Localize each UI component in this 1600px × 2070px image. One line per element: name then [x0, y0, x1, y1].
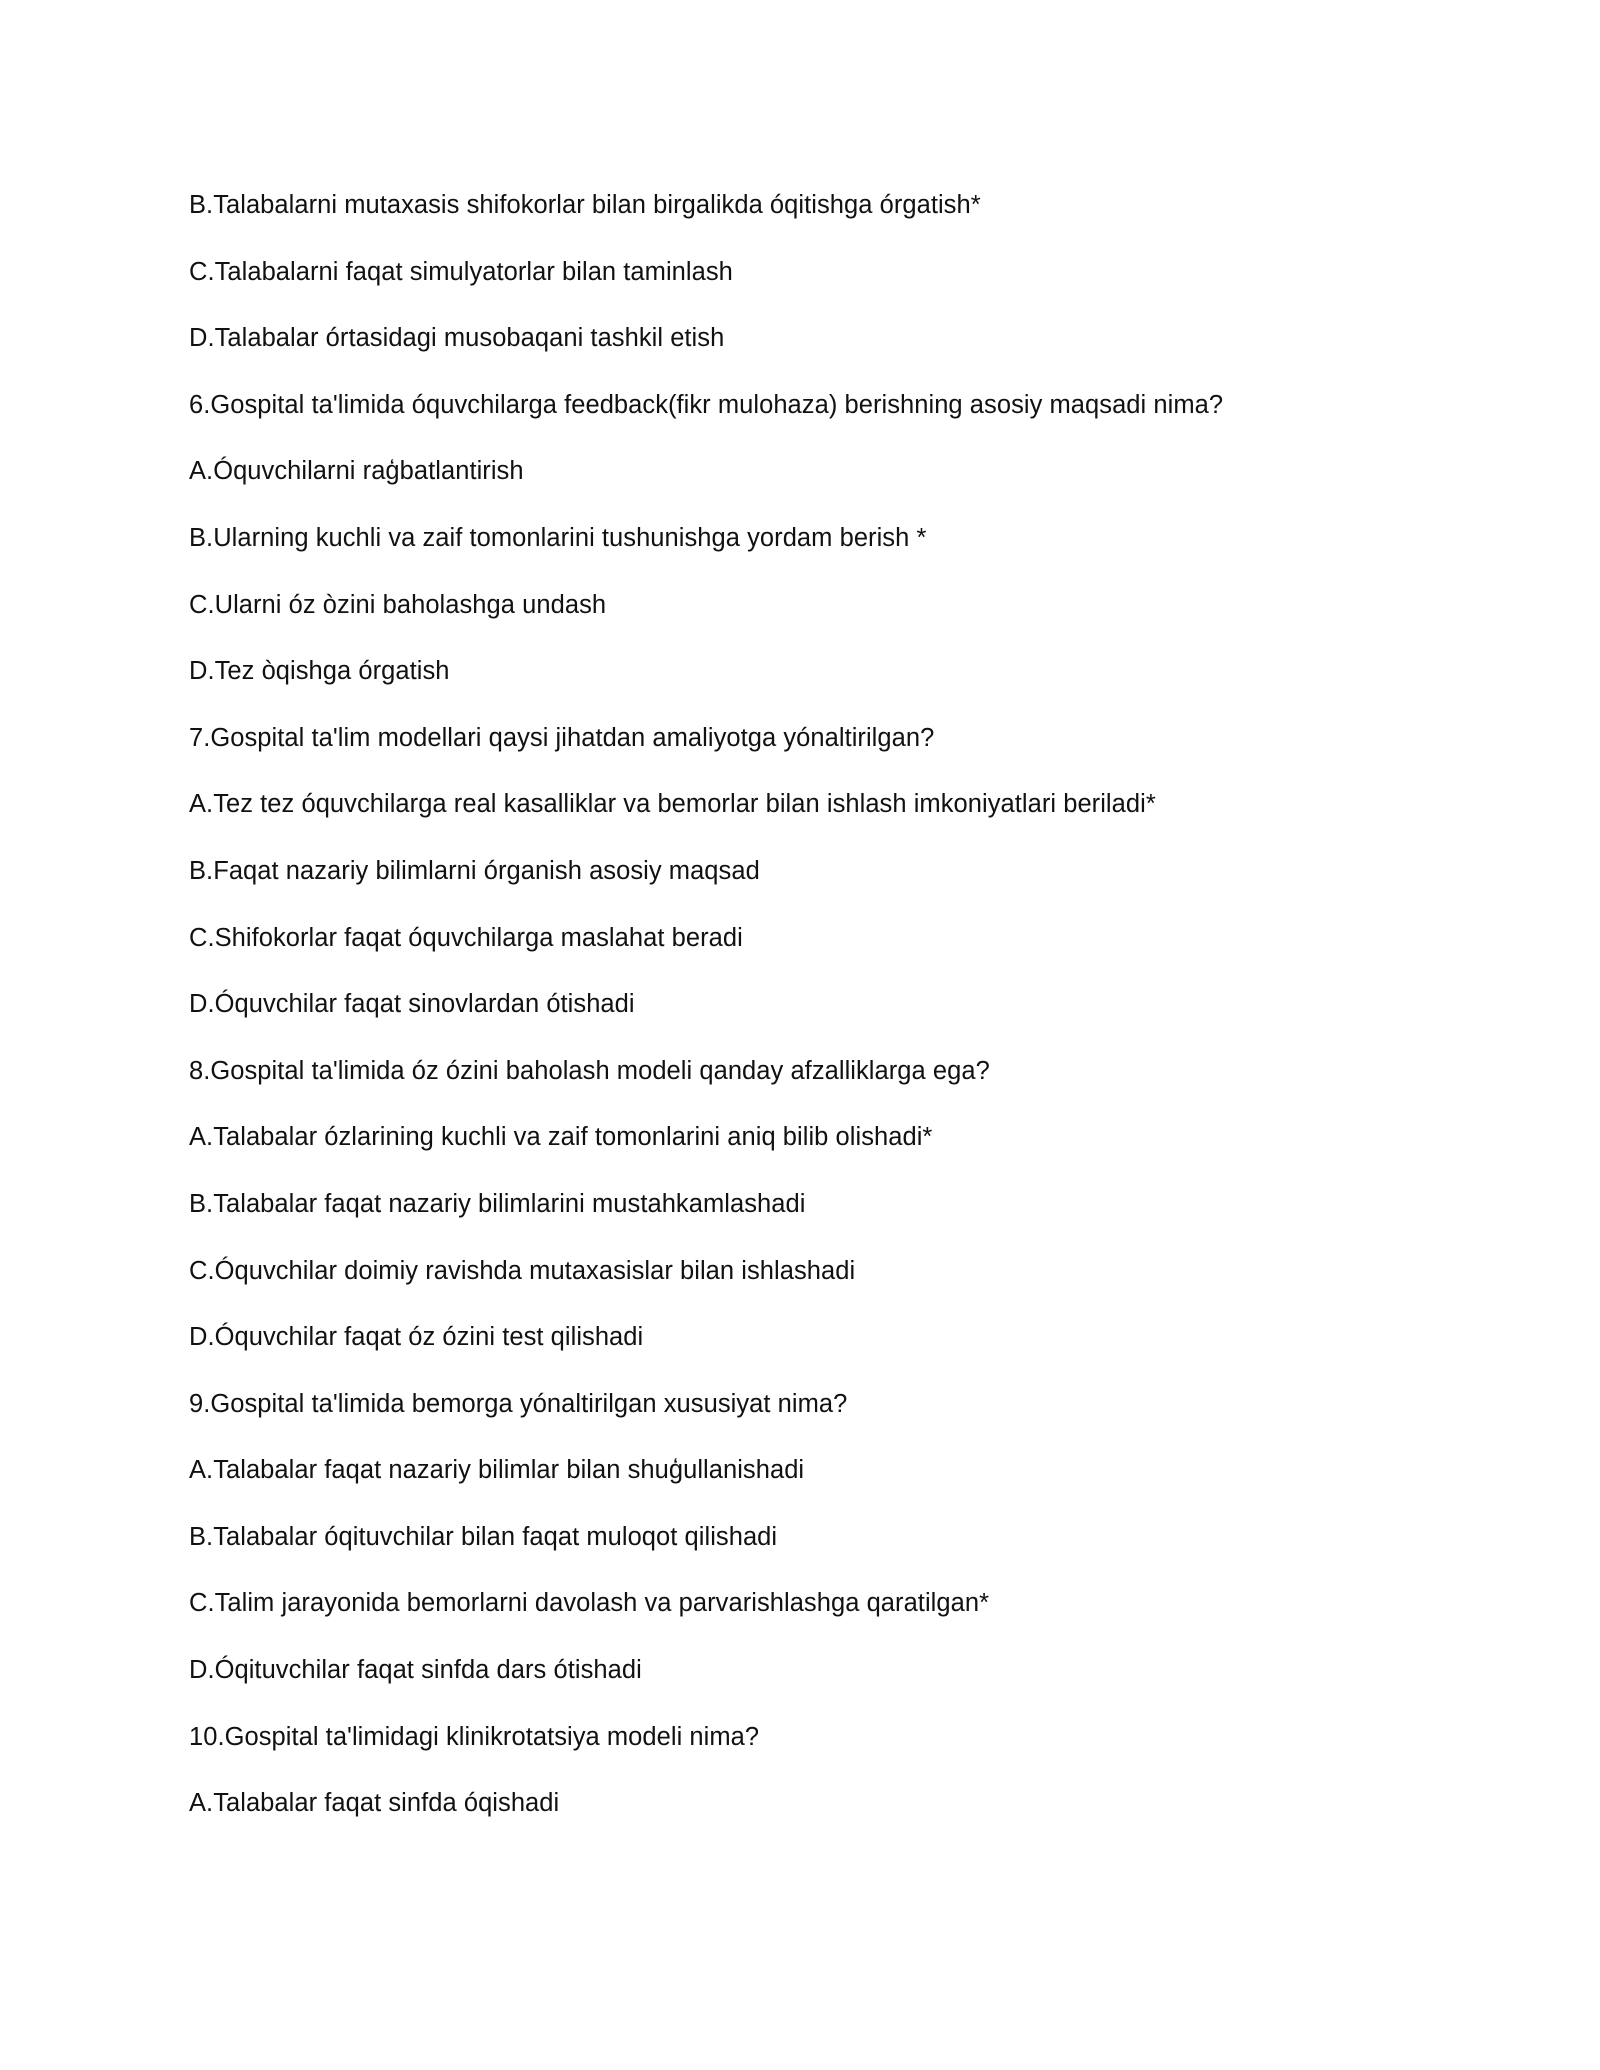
answer-option: C.Talim jarayonida bemorlarni davolash va parvarishlashga qaratilgan* [189, 1589, 990, 1618]
question-text: 7.Gospital ta'lim modellari qaysi jihatdan amaliyotga yónaltirilgan? [189, 723, 935, 752]
answer-option: D.Óqituvchilar faqat sinfda dars ótishadi [189, 1656, 642, 1685]
answer-option: B.Talabalarni mutaxasis shifokorlar bilan birgalikda óqitishga órgatish* [189, 191, 981, 219]
answer-option: D.Talabalar órtasidagi musobaqani tashkil etish [189, 324, 725, 353]
answer-option: B.Talabalar faqat nazariy bilimlarini mustahkamlashadi [189, 1189, 806, 1218]
question-text: 6.Gospital ta'limida óquvchilarga feedback(fikr mulohaza) berishning asosiy maqsadi nima? [189, 390, 1224, 419]
answer-option: B.Ularning kuchli va zaif tomonlarini tushunishga yordam berish * [189, 523, 927, 552]
question-text: 8.Gospital ta'limida óz ózini baholash modeli qanday afzalliklarga ega? [189, 1056, 990, 1085]
answer-option: A.Talabalar faqat nazariy bilimlar bilan shuģullanishadi [189, 1456, 805, 1485]
answer-option: C.Talabalarni faqat simulyatorlar bilan taminlash [189, 257, 733, 286]
answer-option: C.Óquvchilar doimiy ravishda mutaxasislar bilan ishlashadi [189, 1256, 856, 1285]
answer-option: A.Talabalar faqat sinfda óqishadi [189, 1789, 560, 1818]
answer-option: D.Óquvchilar faqat sinovlardan ótishadi [189, 990, 635, 1019]
answer-option: A.Tez tez óquvchilarga real kasalliklar va bemorlar bilan ishlash imkoniyatlari beriladi* [189, 790, 1156, 819]
answer-option: B.Faqat nazariy bilimlarni órganish asosiy maqsad [189, 856, 760, 885]
answer-option: D.Óquvchilar faqat óz ózini test qilishadi [189, 1323, 644, 1352]
answer-option: A.Talabalar ózlarining kuchli va zaif tomonlarini aniq bilib olishadi* [189, 1123, 933, 1152]
question-text: 9.Gospital ta'limida bemorga yónaltirilgan xususiyat nima? [189, 1389, 848, 1418]
answer-option: A.Óquvchilarni raģbatlantirish [189, 457, 524, 486]
question-list [189, 186, 1489, 1851]
answer-option: D.Tez òqishga órgatish [189, 657, 450, 686]
answer-option: C.Ularni óz òzini baholashga undash [189, 590, 607, 619]
answer-option: B.Talabalar óqituvchilar bilan faqat muloqot qilishadi [189, 1522, 778, 1551]
answer-option: C.Shifokorlar faqat óquvchilarga maslahat beradi [189, 923, 743, 952]
question-text: 10.Gospital ta'limidagi klinikrotatsiya modeli nima? [189, 1722, 760, 1751]
